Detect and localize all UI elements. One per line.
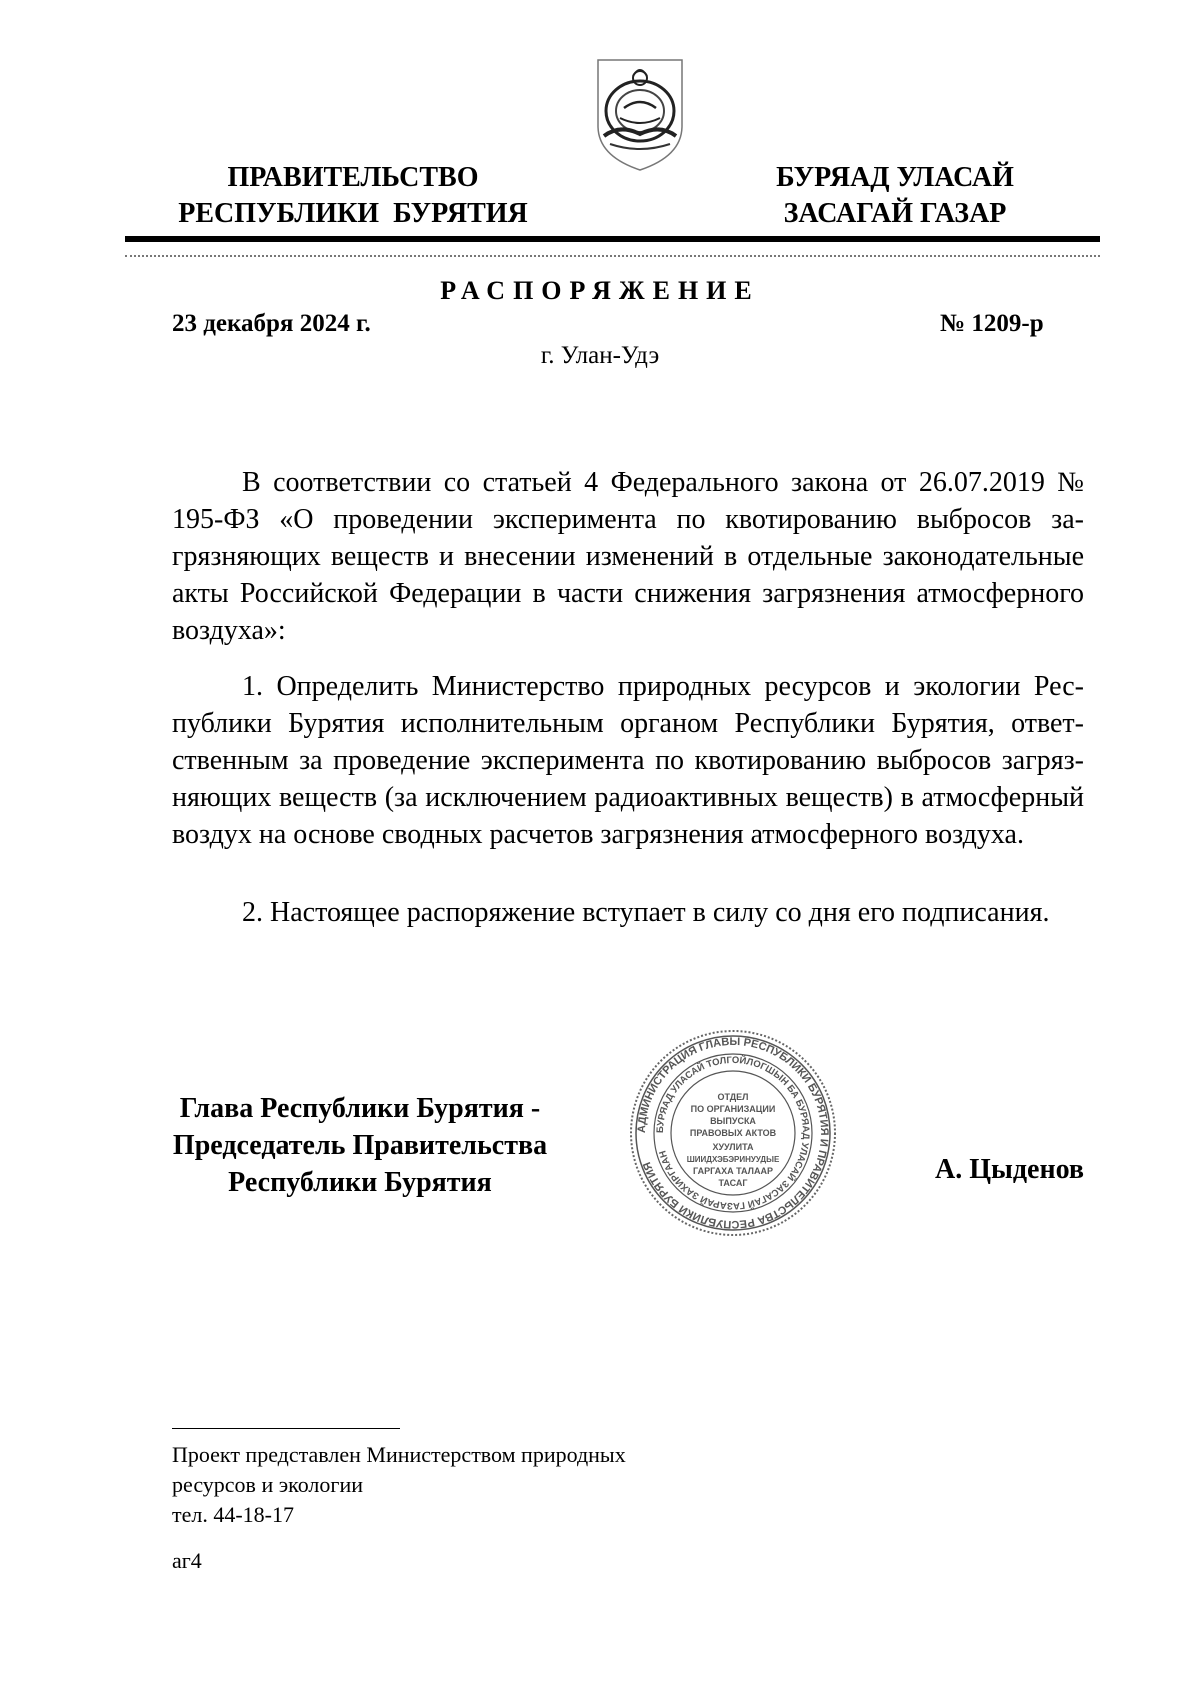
seal-inner-ring-text: БУРЯАД УЛАСАЙ ТОЛГОЙЛОГШЫН БА БУРЯАД УЛАСАЙ ЗАСАГАЙ ГАЗАРАЙ ЗАХИРГААН [654,1054,812,1212]
header-divider-thin [125,255,1100,257]
footnote-line2: ресурсов и экологии [172,1472,363,1497]
footnote-divider [172,1428,400,1429]
document-type: РАСПОРЯЖЕНИЕ [440,276,760,305]
body-paragraph-preamble: В соответствии со статьей 4 Федерального закона от 26.07.2019 № 195-ФЗ «О проведении эксперимента по квотированию выбросов загрязняющих веществ и внесении изменений в отдельные законодательные акты Российской Федерации в части снижения загрязнения атмосферного воздуха»: [172,467,1084,646]
header-right [760,160,1030,232]
seal-center-line3: ВЫПУСКА [710,1116,756,1126]
signatory-position [150,1090,570,1201]
document-number: № 1209-р [940,310,1044,337]
header-right-line2: ЗАСАГАЙ ГАЗАР [783,198,1007,229]
seal-center-line2: ПО ОРГАНИЗАЦИИ [690,1104,776,1114]
body-paragraph-item-1: 1. Определить Министерство природных ресурсов и экологии Республики Бурятия исполнительным органом Республики Бурятия, ответственным за проведение эксперимента по квотированию выбросов загрязняющих веществ (за исключением радиоактивных веществ) в атмосферный воздух на основе сводных расчетов загрязнения атмосферного воздуха. [172,671,1084,850]
signatory-name: А. Цыденов [935,1154,1085,1185]
document-city: г. Улан-Удэ [540,342,660,369]
header-left-line1: ПРАВИТЕЛЬСТВО [227,162,479,193]
seal-center-line1: ОТДЕЛ [717,1092,749,1102]
seal-center-line7: ГАРГАХА ТАЛААР [693,1166,773,1176]
document-code: аг4 [172,1548,202,1573]
official-seal-stamp [628,1028,838,1238]
footnote-line3: тел. 44-18-17 [172,1502,295,1527]
seal-center-line4: ПРАВОВЫХ АКТОВ [689,1128,777,1138]
header-left-line2: РЕСПУБЛИКИ БУРЯТИЯ [178,198,528,229]
signatory-position-line2: Председатель Правительства [172,1130,548,1161]
coat-of-arms-icon [590,56,690,174]
signatory-position-line3: Республики Бурятия [228,1167,492,1198]
header-left [168,160,538,232]
header-right-line1: БУРЯАД УЛАСАЙ [776,162,1014,193]
header-divider-thick [125,236,1100,242]
seal-center-line5: ХУУЛИТА [712,1142,754,1152]
seal-ring-text: АДМИНИСТРАЦИЯ ГЛАВЫ РЕСПУБЛИКИ БУРЯТИЯ И ПРАВИТЕЛЬСТВА РЕСПУБЛИКИ БУРЯТИЯ [635,1035,831,1231]
footnote-line1: Проект представлен Министерством природных [172,1442,626,1467]
seal-center-line8: ТАСАГ [718,1178,748,1188]
seal-center-line6: ШИИДХЭБЭРИНУУДЫЕ [686,1155,780,1164]
signatory-position-line1: Глава Республики Бурятия - [179,1093,541,1124]
document-date: 23 декабря 2024 г. [172,310,371,337]
footnote [172,1440,626,1530]
body-paragraph-item-2: 2. Настоящее распоряжение вступает в силу со дня его подписания. [242,897,1050,928]
